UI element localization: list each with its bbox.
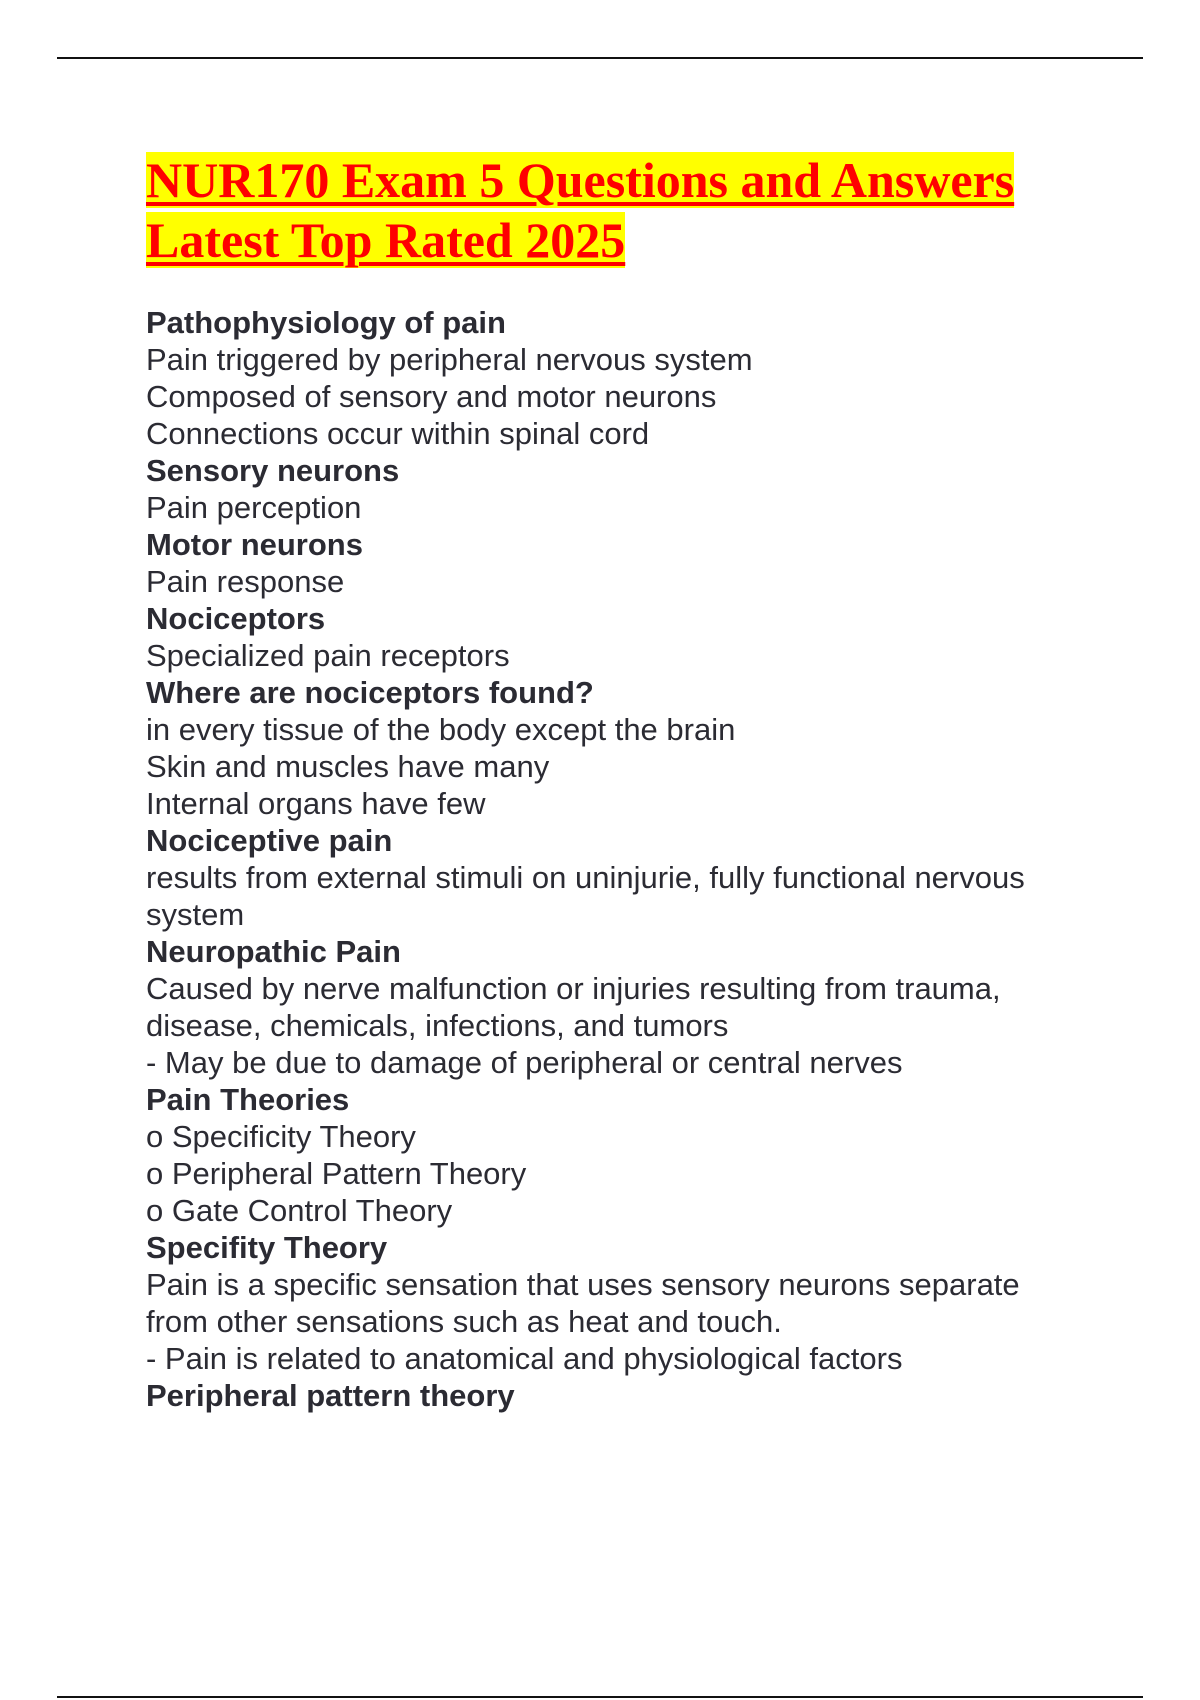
definition-line: o Gate Control Theory <box>146 1193 453 1228</box>
term-heading: Specifity Theory <box>146 1230 388 1265</box>
term-heading: Where are nociceptors found? <box>146 675 594 710</box>
title-line-2: Latest Top Rated 2025 <box>146 212 626 268</box>
definition-line: Specialized pain receptors <box>146 638 510 673</box>
definition-line: - Pain is related to anatomical and physiological factors <box>146 1341 903 1376</box>
definition-line: results from external stimuli on uninjurie, fully functional nervous <box>146 860 1025 895</box>
definition-line: Pain is a specific sensation that uses sensory neurons separate <box>146 1267 1020 1302</box>
definition-line: o Peripheral Pattern Theory <box>146 1156 527 1191</box>
definition-line: disease, chemicals, infections, and tumors <box>146 1008 729 1043</box>
title-line-1: NUR170 Exam 5 Questions and Answers <box>146 152 1015 208</box>
qa-list <box>146 304 1076 1414</box>
definition-line: from other sensations such as heat and touch. <box>146 1304 782 1339</box>
definition-line: o Specificity Theory <box>146 1119 416 1154</box>
definition-line: Skin and muscles have many <box>146 749 550 784</box>
bottom-rule <box>57 1696 1143 1698</box>
term-heading: Nociceptors <box>146 601 326 636</box>
term-heading: Pain Theories <box>146 1082 350 1117</box>
definition-line: Pain response <box>146 564 345 599</box>
definition-line: - May be due to damage of peripheral or central nerves <box>146 1045 903 1080</box>
term-heading: Nociceptive pain <box>146 823 393 858</box>
definition-line: Connections occur within spinal cord <box>146 416 650 451</box>
term-heading: Motor neurons <box>146 527 363 562</box>
top-rule <box>57 57 1143 59</box>
term-heading: Neuropathic Pain <box>146 934 401 969</box>
definition-line: Composed of sensory and motor neurons <box>146 379 717 414</box>
definition-line: Caused by nerve malfunction or injuries resulting from trauma, <box>146 971 1001 1006</box>
definition-line: Internal organs have few <box>146 786 486 821</box>
definition-line: Pain triggered by peripheral nervous system <box>146 342 753 377</box>
term-heading: Pathophysiology of pain <box>146 305 506 340</box>
definition-line: in every tissue of the body except the brain <box>146 712 736 747</box>
definition-line: system <box>146 897 245 932</box>
term-heading: Peripheral pattern theory <box>146 1378 515 1413</box>
document-title <box>146 150 1096 270</box>
definition-line: Pain perception <box>146 490 362 525</box>
term-heading: Sensory neurons <box>146 453 400 488</box>
